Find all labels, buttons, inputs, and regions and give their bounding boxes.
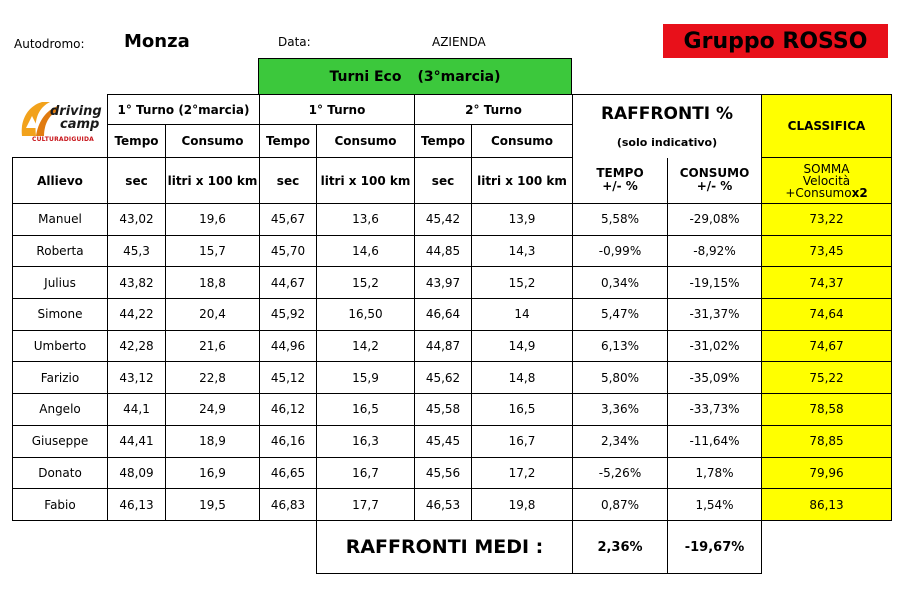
eco1-litri: 17,7 — [317, 489, 415, 521]
eco2-sec: 45,58 — [415, 394, 472, 426]
eco2-sec: 45,45 — [415, 425, 472, 457]
table-row — [13, 204, 892, 236]
eco2-litri: 14,9 — [472, 330, 573, 362]
somma-value: 73,45 — [762, 235, 892, 267]
eco1-litri: 14,2 — [317, 330, 415, 362]
eco2-litri: 19,8 — [472, 489, 573, 521]
tempo-pct: 5,58% — [573, 204, 668, 236]
allievo-name: Donato — [13, 457, 108, 489]
turno1-gear-header: 1° Turno (2°marcia) — [108, 95, 260, 125]
tempo-pct: 2,34% — [573, 425, 668, 457]
consumo-pct: -19,15% — [668, 267, 762, 299]
consumo-header-3: Consumo — [472, 125, 573, 158]
table-row — [13, 267, 892, 299]
allievo-name: Julius — [13, 267, 108, 299]
solo-indicativo: (solo indicativo) — [616, 135, 718, 149]
eco1-sec: 45,70 — [260, 235, 317, 267]
consumo-pct: -35,09% — [668, 362, 762, 394]
tempo-pct: 0,87% — [573, 489, 668, 521]
summary-table — [316, 520, 762, 574]
somma-value: 73,22 — [762, 204, 892, 236]
raffronti-header — [573, 95, 762, 158]
eco-title: Turni Eco — [329, 68, 402, 85]
group-badge: Gruppo ROSSO — [663, 24, 888, 58]
results-table — [12, 94, 892, 521]
somma-value: 79,96 — [762, 457, 892, 489]
date-label: Data: — [278, 35, 311, 49]
turno1-litri: 19,5 — [166, 489, 260, 521]
turno1-litri: 15,7 — [166, 235, 260, 267]
table-body — [13, 204, 892, 521]
eco1-sec: 44,96 — [260, 330, 317, 362]
logo-text-camp: camp — [60, 117, 100, 132]
turno1-litri: 21,6 — [166, 330, 260, 362]
somma-value: 75,22 — [762, 362, 892, 394]
consumo-pct: -31,37% — [668, 299, 762, 331]
eco2-litri: 13,9 — [472, 204, 573, 236]
sec-header-1: sec — [108, 158, 166, 204]
consumo-pct: -31,02% — [668, 330, 762, 362]
tempo-header-1: Tempo — [108, 125, 166, 158]
consumo-pct: -33,73% — [668, 394, 762, 426]
turno1-litri: 16,9 — [166, 457, 260, 489]
turno1-sec: 43,02 — [108, 204, 166, 236]
turno1-litri: 24,9 — [166, 394, 260, 426]
eco1-sec: 45,12 — [260, 362, 317, 394]
logo-cell — [13, 95, 108, 158]
header-row-1 — [13, 95, 892, 125]
eco2-sec: 43,97 — [415, 267, 472, 299]
logo-text-driving: driving — [50, 104, 102, 119]
somma-value: 78,58 — [762, 394, 892, 426]
allievo-name: Farizio — [13, 362, 108, 394]
logo-tagline: CULTURADIGUIDA — [32, 136, 95, 143]
turno1-sec: 48,09 — [108, 457, 166, 489]
turno1-litri: 18,9 — [166, 425, 260, 457]
eco1-sec: 45,67 — [260, 204, 317, 236]
tempo-pct: 3,36% — [573, 394, 668, 426]
tempo-pct: 6,13% — [573, 330, 668, 362]
litri-header-2: litri x 100 km — [317, 158, 415, 204]
eco2-sec: 45,62 — [415, 362, 472, 394]
turno1-sec: 44,1 — [108, 394, 166, 426]
turno1-eco-header: 1° Turno — [260, 95, 415, 125]
eco1-sec: 46,16 — [260, 425, 317, 457]
tempo-pct-title: TEMPO — [596, 166, 644, 181]
eco2-sec: 44,85 — [415, 235, 472, 267]
eco2-litri: 14 — [472, 299, 573, 331]
summary-consumo: -19,67% — [668, 521, 762, 574]
turno1-sec: 45,3 — [108, 235, 166, 267]
eco2-sec: 45,42 — [415, 204, 472, 236]
allievo-header: Allievo — [13, 158, 108, 204]
turno1-litri: 22,8 — [166, 362, 260, 394]
somma-value: 74,64 — [762, 299, 892, 331]
tempo-pct: 5,47% — [573, 299, 668, 331]
somma-value: 74,67 — [762, 330, 892, 362]
litri-header-3: litri x 100 km — [472, 158, 573, 204]
somma-value: 74,37 — [762, 267, 892, 299]
turno1-sec: 42,28 — [108, 330, 166, 362]
table-row — [13, 394, 892, 426]
turno1-litri: 19,6 — [166, 204, 260, 236]
eco1-sec: 46,83 — [260, 489, 317, 521]
consumo-header-2: Consumo — [317, 125, 415, 158]
table-row — [13, 425, 892, 457]
table-row — [13, 299, 892, 331]
header-row-3 — [13, 158, 892, 204]
tempo-pct: -0,99% — [573, 235, 668, 267]
somma-value: 78,85 — [762, 425, 892, 457]
eco2-litri: 14,8 — [472, 362, 573, 394]
sec-header-3: sec — [415, 158, 472, 204]
tempo-header-3: Tempo — [415, 125, 472, 158]
tempo-pct: -5,26% — [573, 457, 668, 489]
somma-value: 86,13 — [762, 489, 892, 521]
allievo-name: Giuseppe — [13, 425, 108, 457]
tempo-header-2: Tempo — [260, 125, 317, 158]
consumo-header-1: Consumo — [166, 125, 260, 158]
tempo-pct-unit: +/- % — [602, 179, 638, 194]
turno1-sec: 43,12 — [108, 362, 166, 394]
circuit-label: Autodromo: — [14, 37, 85, 51]
somma-header — [762, 158, 892, 204]
classifica-header: CLASSIFICA — [762, 95, 892, 158]
turno1-sec: 44,22 — [108, 299, 166, 331]
turno1-sec: 46,13 — [108, 489, 166, 521]
consumo-pct: -11,64% — [668, 425, 762, 457]
eco1-litri: 15,9 — [317, 362, 415, 394]
consumo-pct-unit: +/- % — [696, 179, 733, 194]
eco2-sec: 44,87 — [415, 330, 472, 362]
consumo-pct-header — [668, 158, 762, 204]
eco1-sec: 45,92 — [260, 299, 317, 331]
litri-header-1: litri x 100 km — [166, 158, 260, 204]
sec-header-2: sec — [260, 158, 317, 204]
eco2-litri: 14,3 — [472, 235, 573, 267]
table-row — [13, 457, 892, 489]
raffronti-title: RAFFRONTI % — [600, 103, 734, 124]
eco1-litri: 16,5 — [317, 394, 415, 426]
eco1-litri: 15,2 — [317, 267, 415, 299]
consumo-pct-title: CONSUMO — [679, 166, 750, 181]
consumo-pct: 1,78% — [668, 457, 762, 489]
eco2-sec: 46,53 — [415, 489, 472, 521]
consumo-pct: -8,92% — [668, 235, 762, 267]
turno2-eco-header: 2° Turno — [415, 95, 573, 125]
consumo-pct: -29,08% — [668, 204, 762, 236]
somma-formula: Velocità +Consumox2 — [785, 173, 868, 200]
table-row — [13, 330, 892, 362]
turno1-litri: 18,8 — [166, 267, 260, 299]
allievo-name: Simone — [13, 299, 108, 331]
eco2-litri: 17,2 — [472, 457, 573, 489]
allievo-name: Umberto — [13, 330, 108, 362]
eco1-litri: 13,6 — [317, 204, 415, 236]
eco1-litri: 14,6 — [317, 235, 415, 267]
turno1-sec: 44,41 — [108, 425, 166, 457]
eco2-litri: 16,5 — [472, 394, 573, 426]
turno1-sec: 43,82 — [108, 267, 166, 299]
circuit-value: Monza — [124, 31, 190, 52]
company-label: AZIENDA — [432, 35, 486, 49]
summary-label: RAFFRONTI MEDI : — [317, 521, 573, 574]
eco1-litri: 16,3 — [317, 425, 415, 457]
consumo-pct: 1,54% — [668, 489, 762, 521]
eco1-sec: 44,67 — [260, 267, 317, 299]
turno1-litri: 20,4 — [166, 299, 260, 331]
eco1-litri: 16,50 — [317, 299, 415, 331]
table-row — [13, 235, 892, 267]
eco1-sec: 46,65 — [260, 457, 317, 489]
allievo-name: Angelo — [13, 394, 108, 426]
table-row — [13, 489, 892, 521]
somma-title: SOMMA — [803, 161, 850, 176]
eco-header — [258, 58, 572, 95]
eco1-sec: 46,12 — [260, 394, 317, 426]
summary-tempo: 2,36% — [573, 521, 668, 574]
eco-gear: (3°marcia) — [417, 68, 501, 85]
table-row — [13, 362, 892, 394]
eco2-sec: 46,64 — [415, 299, 472, 331]
allievo-name: Roberta — [13, 235, 108, 267]
tempo-pct-header — [573, 158, 668, 204]
eco2-litri: 16,7 — [472, 425, 573, 457]
tempo-pct: 5,80% — [573, 362, 668, 394]
allievo-name: Fabio — [13, 489, 108, 521]
eco1-litri: 16,7 — [317, 457, 415, 489]
allievo-name: Manuel — [13, 204, 108, 236]
eco2-litri: 15,2 — [472, 267, 573, 299]
eco2-sec: 45,56 — [415, 457, 472, 489]
tempo-pct: 0,34% — [573, 267, 668, 299]
